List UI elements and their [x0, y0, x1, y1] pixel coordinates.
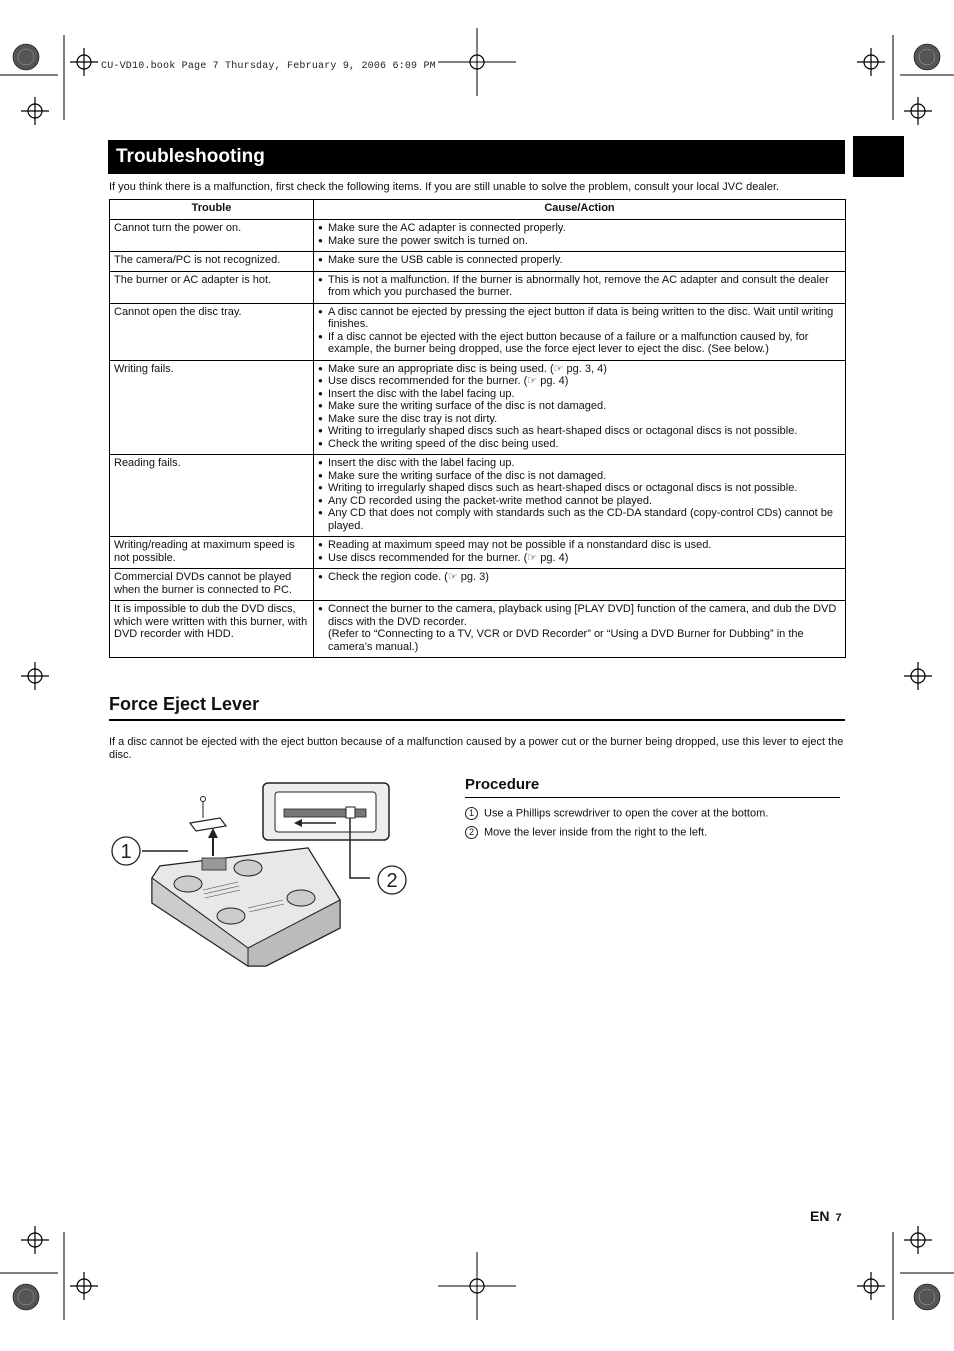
table-body [110, 220, 846, 658]
cause-item [318, 363, 841, 376]
cause-item [318, 413, 841, 426]
header-trouble: Trouble [110, 200, 314, 220]
cause-item [318, 482, 841, 495]
bullet-icon: ● [318, 401, 323, 410]
intro-text: If you think there is a malfunction, first check the following items. If you are still unable to solve the problem, consult your local JVC dealer. [109, 181, 780, 193]
table-row [110, 303, 846, 360]
procedure-rule [465, 797, 840, 798]
cause-action-cell [314, 252, 846, 272]
bullet-icon: ● [318, 495, 323, 505]
trouble-cell: It is impossible to dub the DVD discs, which were written with this burner, with DVD recorder with HDD. [110, 601, 314, 658]
trouble-cell: Commercial DVDs cannot be played when the burner is connected to PC. [110, 569, 314, 601]
page-title: Troubleshooting [116, 146, 265, 167]
bullet-icon: ● [318, 235, 323, 245]
cause-text: Check the region code. (☞ pg. 3) [328, 571, 489, 583]
trouble-cell: Cannot turn the power on. [110, 220, 314, 252]
cause-text: Use discs recommended for the burner. (☞ pg. 4) [328, 551, 569, 564]
bullet-icon: ● [318, 376, 323, 385]
cause-action-cell [314, 455, 846, 537]
callout-1-label: 1 [120, 841, 132, 863]
page-footer [810, 1208, 842, 1224]
cause-item [318, 306, 841, 331]
bullet-icon: ● [318, 508, 323, 517]
cause-text: Any CD recorded using the packet-write method cannot be played. [328, 494, 653, 507]
cause-text: This is not a malfunction. If the burner is abnormally hot, remove the AC adapter and consult the dealer from which you purchased the burner. [328, 273, 829, 298]
cause-action-cell [314, 360, 846, 455]
bullet-icon: ● [318, 331, 323, 341]
trouble-cell: The burner or AC adapter is hot. [110, 271, 314, 303]
cause-item [318, 438, 841, 451]
cause-item [318, 425, 841, 438]
trouble-cell: The camera/PC is not recognized. [110, 252, 314, 272]
bullet-icon: ● [318, 438, 323, 448]
cause-text: Connect the burner to the camera, playback using [PLAY DVD] function of the camera, and dub the DVD discs with the DVD recorder. (Refer to “Connecting to a TV, VCR or DVD Recorder” or “Using a DVD Burner for Dubbing” in the camera’s manual.) [328, 603, 837, 653]
cause-item [318, 470, 841, 483]
section-rule [109, 719, 845, 721]
cause-item [318, 457, 841, 470]
cause-item [318, 507, 841, 532]
section-title-bar [108, 140, 845, 174]
header-cause-action: Cause/Action [314, 200, 846, 220]
trouble-cell: Reading fails. [110, 455, 314, 537]
trouble-cell: Cannot open the disc tray. [110, 303, 314, 360]
bullet-icon: ● [318, 306, 323, 316]
cause-action-cell [314, 220, 846, 252]
side-tab [853, 136, 904, 177]
page-number: 7 [835, 1212, 842, 1224]
cause-item [318, 274, 841, 299]
trouble-cell: Writing fails. [110, 360, 314, 455]
bullet-icon: ● [318, 255, 323, 264]
cause-item [318, 375, 841, 388]
cause-item [318, 539, 841, 552]
bullet-icon: ● [318, 483, 323, 492]
procedure-step-2 [465, 826, 707, 839]
table-row [110, 601, 846, 658]
cause-text: Make sure the disc tray is not dirty. [328, 412, 498, 425]
cause-text: A disc cannot be ejected by pressing the eject button if data is being written to the disc. Wait until writing finishes. [328, 305, 834, 330]
cause-text: Check the writing speed of the disc being used. [328, 437, 559, 450]
bullet-icon: ● [318, 223, 323, 232]
bullet-icon: ● [318, 458, 323, 467]
table-row [110, 271, 846, 303]
cause-text: Make sure the writing surface of the disc is not damaged. [328, 400, 607, 412]
cause-text: Writing to irregularly shaped discs such as heart-shaped discs or octagonal discs is not possible. [328, 425, 798, 437]
step-number: 2 [465, 826, 478, 839]
cause-item [318, 222, 841, 235]
procedure-step-1 [465, 807, 768, 820]
language-code: EN [810, 1208, 830, 1224]
cause-text: Make sure an appropriate disc is being used. (☞ pg. 3, 4) [328, 362, 607, 375]
bullet-icon: ● [318, 388, 323, 398]
table-row [110, 252, 846, 272]
cause-item [318, 331, 841, 356]
callout-2-label: 2 [386, 870, 398, 892]
cause-text: Insert the disc with the label facing up. [328, 457, 515, 469]
print-header-line: CU-VD10.book Page 7 Thursday, February 9, 2006 6:09 PM [101, 61, 436, 72]
table-row [110, 220, 846, 252]
cause-text: Writing to irregularly shaped discs such as heart-shaped discs or octagonal discs is not possible. [328, 482, 798, 494]
cause-item [318, 552, 841, 565]
cause-action-cell [314, 569, 846, 601]
bullet-icon: ● [318, 552, 323, 562]
force-eject-text: If a disc cannot be ejected with the eject button because of a malfunction caused by a power cut or the burner being dropped, use this lever to eject the disc. [109, 736, 844, 761]
cause-text: Reading at maximum speed may not be possible if a nonstandard disc is used. [328, 539, 712, 551]
bullet-icon: ● [318, 540, 323, 549]
cause-item [318, 254, 841, 267]
cause-text: Make sure the writing surface of the disc is not damaged. [328, 469, 607, 482]
cause-item [318, 495, 841, 508]
cause-text: Make sure the AC adapter is connected properly. [328, 222, 566, 234]
step-text: Use a Phillips screwdriver to open the cover at the bottom. [484, 807, 769, 820]
cause-text: Use discs recommended for the burner. (☞ pg. 4) [328, 375, 569, 387]
table-row [110, 455, 846, 537]
cause-action-cell [314, 271, 846, 303]
trouble-cell: Writing/reading at maximum speed is not possible. [110, 537, 314, 569]
bullet-icon: ● [318, 470, 323, 480]
cause-item [318, 235, 841, 248]
table-row [110, 360, 846, 455]
table-row [110, 569, 846, 601]
bullet-icon: ● [318, 413, 323, 423]
bullet-icon: ● [318, 363, 323, 373]
troubleshooting-table [109, 199, 846, 658]
cause-text: Make sure the USB cable is connected properly. [328, 254, 563, 266]
cause-item [318, 400, 841, 413]
table-row [110, 537, 846, 569]
burner-illustration [108, 778, 408, 978]
force-eject-title: Force Eject Lever [109, 694, 260, 714]
cause-text: Insert the disc with the label facing up. [328, 387, 515, 400]
cause-text: Any CD that does not comply with standards such as the CD-DA standard (copy-control CDs) cannot be played. [328, 507, 834, 532]
cause-action-cell [314, 303, 846, 360]
cause-text: If a disc cannot be ejected with the eject button because of a failure or a malfunction caused by, for example, the burner being dropped, use the force eject lever to eject the disc. (See below.) [328, 330, 809, 355]
bullet-icon: ● [318, 604, 323, 613]
cause-action-cell [314, 537, 846, 569]
cause-action-cell [314, 601, 846, 658]
bullet-icon: ● [318, 426, 323, 435]
cause-item [318, 571, 841, 584]
cause-text: Make sure the power switch is turned on. [328, 234, 528, 247]
cause-item [318, 388, 841, 401]
step-text: Move the lever inside from the right to the left. [484, 826, 708, 839]
bullet-icon: ● [318, 274, 323, 284]
procedure-title: Procedure [465, 776, 540, 793]
step-number: 1 [465, 807, 478, 820]
bullet-icon: ● [318, 572, 323, 581]
cause-item [318, 603, 841, 653]
